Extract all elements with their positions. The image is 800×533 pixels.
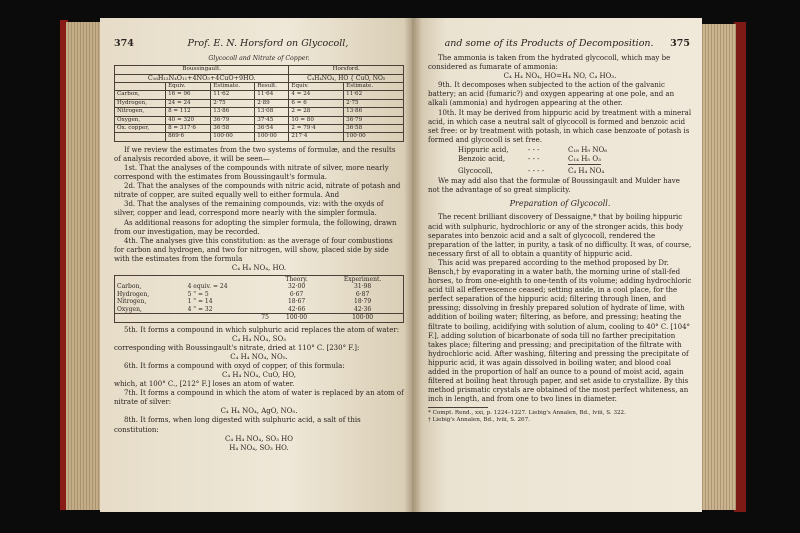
right-running-head [428, 38, 690, 49]
table1-cell [115, 133, 166, 141]
left-page [100, 18, 412, 512]
left-page-number: 374 [114, 38, 134, 49]
table1-cell: 8 = 112 [166, 108, 211, 116]
formula-name: Glycocoll, [458, 167, 493, 176]
right-paragraph: 9th. It decomposes when subjected to the action of the galvanic battery; an acid (fumaric?) and oxygen appearing at one pole, and an alkali (ammonia) and hydrogen appearing at the other. [428, 81, 675, 108]
table2-cell: 6·67 [289, 290, 304, 298]
formula: C₄ H₄ NO₄, CuO, HO, [222, 370, 296, 379]
table2-total: 100·00 [322, 314, 403, 322]
table1-cell: 10 = 80 [289, 116, 344, 124]
formula-list [458, 146, 692, 176]
table2-cell: 32·00 [287, 283, 306, 291]
left-paragraph: 2d. That the analyses of the compounds with nitric acid, nitrate of potash and nitrate of copper, are suited equally well to either formula. And [114, 182, 401, 200]
table1-title: Glycocoll and Nitrate of Copper. [208, 55, 310, 62]
formula: C₄ H₄ NO₄, HO=H₄ NO, C₄ HO₃. [503, 72, 617, 81]
left-paragraph: 8th. It forms, when long digested with sulphuric acid, a salt of this constitution: [114, 416, 361, 434]
table2 [114, 275, 404, 322]
table-row [115, 306, 404, 314]
formula: C₄ H₄ NO₄, HO. [231, 263, 287, 272]
table1-subhead: Equiv. [289, 82, 344, 90]
right-page-edges [700, 24, 736, 510]
table2-cell: Nitrogen, [117, 298, 147, 306]
formula: C₄ H₄ NO₄, SO₃ HO [224, 434, 294, 443]
book-gutter [404, 18, 422, 512]
table-row [115, 291, 404, 298]
table1-cell: 36·58 [211, 124, 255, 132]
table2-cell: 4 equiv. = 24 [187, 283, 228, 291]
formula-dots: - - - [528, 155, 540, 164]
left-paragraph: corresponding with Boussingault's nitrate, dried at 110° C. [230° F.]: [114, 343, 360, 352]
table1-cell: Ox. copper, [115, 124, 166, 132]
table2-cell: 42·66 [287, 305, 306, 313]
table1-cell: 36·58 [344, 124, 404, 132]
left-paragraph: As additional reasons for adopting the simpler formula, the following, drawn from our investigation, may be recorded. [114, 218, 397, 236]
table1-total: 100·00 [255, 133, 289, 141]
left-page-edges [66, 22, 102, 510]
table2-total: 75 [186, 314, 271, 322]
right-page-number: 375 [670, 38, 690, 49]
table1-group-left: Boussingault. [115, 66, 289, 74]
footnote: * Compt. Rend., xxi, p. 1224–1227. Liebig's Annalen, Bd., lviii, S. 322. [428, 410, 626, 417]
right-paragraph: 10th. It may be derived from hippuric acid by treatment with a mineral acid, in which case a neutral salt of glycocoll is formed and benzoic acid set free: or by treatment with potash, in which case benzoate of potash is formed and glycocoll is set free. [428, 108, 692, 144]
left-paragraph: 4th. The analyses give this constitution: as the average of four combustions for carbon and hydrogen, and two for nitrogen, will show, placed side by side with the estimates from the formula [114, 236, 393, 263]
formula: C₄ H₄ NO₄, NO₅. [230, 352, 288, 361]
table1-cell: Carbon, [115, 91, 166, 99]
section-title: Preparation of Glycocoll. [509, 199, 611, 209]
table1-total: 100·00 [344, 133, 404, 141]
table1-subhead: Result. [255, 82, 289, 90]
right-paragraph: This acid was prepared according to the method proposed by Dr. Bensch,† by evaporating in a water bath, the morning urine of stall-fed horses, to from one-eighth to one-tenth of its volume; adding hydrochloric acid till all effervescence ceased; setting aside, in a cool place, for the perfect separation of the hippuric acid; filtering through linen, and pressing; dissolving in freshly prepared solution of hydrate of lime, with addition of boiling water; filtering, as before, and pressing; heating the filtrate to boiling, acidifying with solution of alum, cooling to 40° C. [104° F.], adding solution of bicarbonate of soda till no farther precipitation takes place; filtering and pressing; and precipitation of the filtrate with hydrochloric acid. After washing, filtering and pressing the precipitate of hippuric acid, it was again dissolved in boiling water, and blood coal added in the proportion of half an ounce to a pound of moist acid, again filtered at boiling heat through paper, and set aside to crystallize. By this method prismatic crystals are obtained of the most perfect whiteness, an inch in length, and from one to two lines in diameter. [428, 258, 692, 404]
table1-group-right: Horsford. [289, 66, 404, 74]
right-page [412, 18, 702, 512]
table2-cell: 5 " = 5 [187, 290, 209, 298]
table2-header: Theory. [285, 276, 308, 284]
table2-cell: 4 " = 32 [187, 305, 213, 313]
formula-row [458, 167, 692, 176]
right-paragraph: The ammonia is taken from the hydrated glycocoll, which may be considered as fumarate of ammonia: [428, 54, 671, 72]
table1-formula-left: C₁₆H₁₂N₄O₁₁+4NO₅+4CuO+9HO. [115, 74, 289, 82]
table2-cell: Carbon, [117, 283, 142, 291]
table1-cell: 16 = 96 [166, 91, 211, 99]
left-paragraph: 7th. It forms a compound in which the atom of water is replaced by an atom of nitrate of silver: [114, 389, 404, 407]
left-running-head [114, 38, 402, 49]
left-paragraph: which, at 100° C., [212° F.] loses an atom of water. [114, 380, 295, 389]
table2-cell: 31·98 [354, 283, 372, 291]
table2-cell: Hydrogen, [117, 290, 150, 298]
table2-cell: 18·79 [354, 298, 372, 306]
formula: C₄ H₄ NO₄, SO₃ [232, 334, 286, 343]
formula-row [458, 155, 692, 165]
table1-cell: 36·79 [344, 116, 404, 124]
formula: H₄ NO₄, SO₃ HO. [229, 443, 289, 452]
table1-cell: 37·45 [255, 116, 289, 124]
table1-cell: 2·89 [255, 99, 289, 107]
formula-name: Hippuric acid, [458, 145, 509, 154]
table-row [115, 116, 404, 124]
table1-subhead-blank [115, 82, 166, 90]
table1-subhead: Estimate. [211, 82, 255, 90]
table1-cell: 40 = 320 [166, 116, 211, 124]
left-paragraph: 3d. That the analyses of the remaining compounds, viz: with the oxyds of silver, copper and lead, correspond more nearly with the simpler formula. [114, 200, 384, 218]
right-paragraph: We may add also that the formulæ of Boussingault and Mulder have not the advantage of so great simplicity. [428, 177, 680, 195]
table1-cell: 11·62 [344, 91, 404, 99]
table1-cell: 13·86 [344, 108, 404, 116]
table2-cell: 6·87 [355, 290, 370, 298]
left-paragraph: 6th. It forms a compound with oxyd of copper, of this formula: [124, 361, 345, 370]
table1-formula-right: C₄H₄NO₄, HO { CuO, NO₅ [289, 74, 404, 82]
formula: C₄ H₄ NO₄, AgO, NO₅. [220, 407, 298, 416]
table1-cell: 36·54 [255, 124, 289, 132]
right-body [428, 54, 692, 424]
left-paragraph: 5th. It forms a compound in which sulphuric acid replaces the atom of water: [124, 325, 400, 334]
table1-cell: 11·64 [255, 91, 289, 99]
table1-cell: 11·62 [211, 91, 255, 99]
table-row [115, 99, 404, 107]
table2-cell [186, 276, 271, 284]
table1-cell: 6 = 6 [289, 99, 344, 107]
table2-cell: 18·67 [287, 298, 306, 306]
table1-cell: 4 = 24 [289, 91, 344, 99]
table2-total: 100·00 [271, 314, 322, 322]
left-running-title: Prof. E. N. Horsford on Glycocoll, [187, 38, 349, 49]
table-row [115, 283, 404, 290]
left-paragraph: If we review the estimates from the two systems of formulæ, and the results of analysis recorded above, it will be seen— [114, 145, 396, 163]
table-row [115, 133, 404, 141]
table2-cell: 1 " = 14 [187, 298, 213, 306]
left-body [114, 54, 404, 453]
table-row [115, 314, 404, 322]
table-row [115, 108, 404, 116]
table-row [115, 124, 404, 132]
formula-value: C₁₄ H₅ O₃ [568, 155, 601, 165]
table-row [115, 91, 404, 99]
table1-total: 217·4 [289, 133, 344, 141]
formula-value: C₄ H₄ NO₄ [568, 167, 605, 176]
table2-cell [115, 276, 186, 284]
table1 [114, 65, 404, 142]
formula-row [458, 146, 692, 155]
formula-name: Benzoic acid, [458, 155, 506, 164]
formula-dots: - - - [528, 145, 540, 154]
table2-cell: 42·36 [354, 305, 372, 313]
table1-cell: 8 = 317·6 [166, 124, 211, 132]
table1-cell: 2·75 [211, 99, 255, 107]
table1-cell: Nitrogen, [115, 108, 166, 116]
table1-total: 869·6 [166, 133, 211, 141]
table2-cell: Oxygen, [117, 305, 142, 313]
table1-subhead: Equiv. [166, 82, 211, 90]
right-paragraph: The recent brilliant discovery of Dessaigne,* that by boiling hippuric acid with sulphuric, hydrochloric or any of the stronger acids, this body separates into benzoic acid and a salt of glycocoll, rendered the preparation of the latter, in purity, a task of no difficulty. It was, of course, necessary first of all to obtain a quantity of hippuric acid. [428, 213, 692, 258]
footnote: † Liebig's Annalen, Bd., lviii, S. 267. [428, 417, 530, 424]
left-paragraph: 1st. That the analyses of the compounds with nitrate of silver, more nearly correspond with the estimates from Boussingault's formula. [114, 163, 389, 182]
table1-cell: 2·75 [344, 99, 404, 107]
table2-header: Experiment. [343, 276, 382, 284]
table1-cell: Oxygen, [115, 116, 166, 124]
table1-cell: 2 = 28 [289, 108, 344, 116]
table-row [115, 298, 404, 305]
right-running-title: and some of its Products of Decomposition. [444, 38, 654, 49]
footnote-rule [428, 407, 488, 408]
table1-cell: 36·79 [211, 116, 255, 124]
table1-cell: 13·08 [255, 108, 289, 116]
table2-cell [115, 314, 186, 322]
formula-value: C₁₈ H₉ NO₆ [568, 145, 607, 154]
table1-total: 100·00 [211, 133, 255, 141]
formula-dots: - - - - [528, 167, 545, 176]
table1-cell: 2 = 79·4 [289, 124, 344, 132]
table1-cell: Hydrogen, [115, 99, 166, 107]
table1-cell: 24 = 24 [166, 99, 211, 107]
table1-subhead: Estimate. [344, 82, 404, 90]
table1-cell: 13·86 [211, 108, 255, 116]
